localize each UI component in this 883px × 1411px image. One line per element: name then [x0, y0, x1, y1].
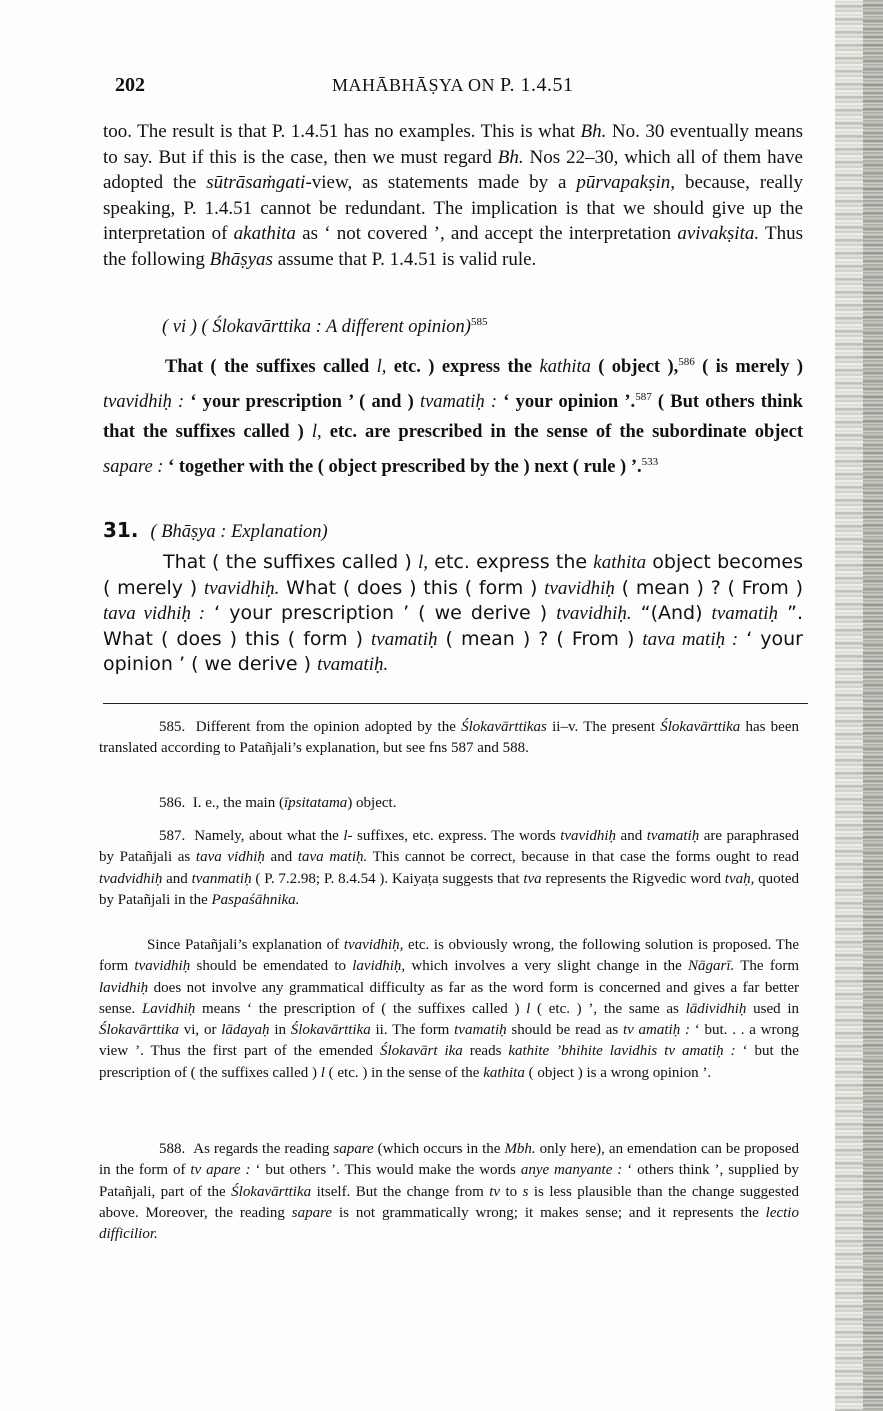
running-header [332, 74, 573, 97]
section-31-heading [103, 518, 328, 543]
footnote-number: 588. [159, 1141, 186, 1157]
bhasya-explanation: That ( the suffixes called ) l, etc. express the kathita object becomes ( merely ) tvavidhiḥ. What ( does ) this ( form ) tvavidhiḥ ( mean ) ? ( From ) tava vidhiḥ : ‘ your prescription ’ ( we derive ) tvavidhiḥ. “(And) tvamatiḥ ”. What ( does ) this ( form ) tvamatiḥ ( mean ) ? ( From ) tava matiḥ : ‘ your opinion ’ ( we derive ) tvamatiḥ. [103, 551, 803, 675]
section-vi-heading: ( vi ) ( Ślokavārttika : A different opinion)$^{585}$ [162, 316, 488, 338]
running-header-title: MAHĀBHĀṢYA ON [332, 75, 496, 95]
footnote-587: 587. Namely, about what the l- suffixes, etc. express. The words tvavidhiḥ and tvamatiḥ are paraphrased by Patañjali as tava vidhiḥ and tava matiḥ. This cannot be correct, because in that case the forms ought to read tvadvidhiḥ and tvanmatiḥ ( P. 7.2.98; P. 8.4.54 ). Kaiyaṭa suggests that tva represents the Rigvedic word tvaḥ, quoted by Patañjali in the Paspaśāhnika. [99, 828, 799, 908]
footnote-divider [103, 703, 808, 704]
footnote-ref-587[interactable]: 587 [635, 391, 652, 404]
footnote-585: 585. Different from the opinion adopted by the Ślokavārttikas ii–v. The present Ślokavārttika has been translated according to Patañjali’s explanation, but see fns 587 and 588. [99, 719, 800, 757]
footnote-586: 586. I. e., the main (īpsitatama) object. [159, 795, 397, 811]
footnote-ref-585[interactable]: 585 [470, 316, 488, 328]
footnote-ref-586[interactable]: 586 [678, 356, 695, 368]
scanned-page-edge-shadow [863, 0, 883, 1411]
section-title: ( Bhāṣya : Explanation) [150, 522, 328, 542]
paragraph-intro: too. The result is that P. 1.4.51 has no examples. This is what Bh. No. 30 eventually means to say. But if this is the case, then we must regard Bh. Nos 22–30, which all of them have adopted the sūtrāsaṁgati-view, as statements made by a pūrvapakṣin, because, really speaking, P. 1.4.51 cannot be redundant. The implication is that we should give up the interpretation of akathita as ‘ not covered ’, and accept the interpretation avivakṣita. Thus the following Bhāṣyas assume that P. 1.4.51 is valid rule. [103, 121, 803, 270]
footnote-number: 587. [159, 828, 186, 844]
footnote-ref-533[interactable]: 533 [641, 456, 659, 469]
footnote-number: 585. [159, 719, 186, 735]
running-header-ref: P. 1.4.51 [500, 74, 574, 96]
footnote-587-continuation: Since Patañjali’s explanation of tvavidhiḥ, etc. is obviously wrong, the following solution is proposed. The form tvavidhiḥ should be emendated to lavidhiḥ, which involves a very slight change in the Nāgarī. The form lavidhiḥ does not involve any grammatical difficulty as far as the word form is concerned and gives a far better sense. Lavidhiḥ means ‘ the prescription of ( the suffixes called ) l ( etc. ) ’, the same as lādividhiḥ used in Ślokavārttika vi, or lādayaḥ in Ślokavārttika ii. The form tvamatiḥ should be read as tv amatiḥ : ‘ but. . . a wrong view ’. Thus the first part of the emended Ślokavārt ika reads kathite ’bhihite lavidhis tv amatiḥ : ‘ but the prescription of ( the suffixes called ) l ( etc. ) in the sense of the kathita ( object ) is a wrong opinion ’. [99, 937, 800, 1081]
footnote-588: 588. As regards the reading sapare (which occurs in the Mbh. only here), an emendation can be proposed in the form of tv apare : ‘ but others ’. This would make the words anye manyante : ‘ others think ’, supplied by Patañjali, part of the Ślokavārttika itself. But the change from tv to s is less plausible than the change suggested above. Moreover, the reading sapare is not grammatically wrong; it makes sense; and it represents the lectio difficilior. [99, 1141, 799, 1243]
section-number: 31. [103, 518, 139, 542]
footnote-number: 586. [159, 795, 186, 811]
slokavarttika-translation: That ( the suffixes called l, etc. ) express the kathita ( object ),$^{586}$ ( is merely ) tvavidhiḥ : ‘ your prescription ’ ( and ) tvamatiḥ : ‘ your opinion ’.$^{587}$ ( But others think that the suffixes called ) l, etc. are prescribed in the sense of the subordinate object sapare : ‘ together with the ( object prescribed by the ) next ( rule ) ’.$^{533}$ [103, 356, 803, 478]
page-number: 202 [115, 74, 145, 96]
